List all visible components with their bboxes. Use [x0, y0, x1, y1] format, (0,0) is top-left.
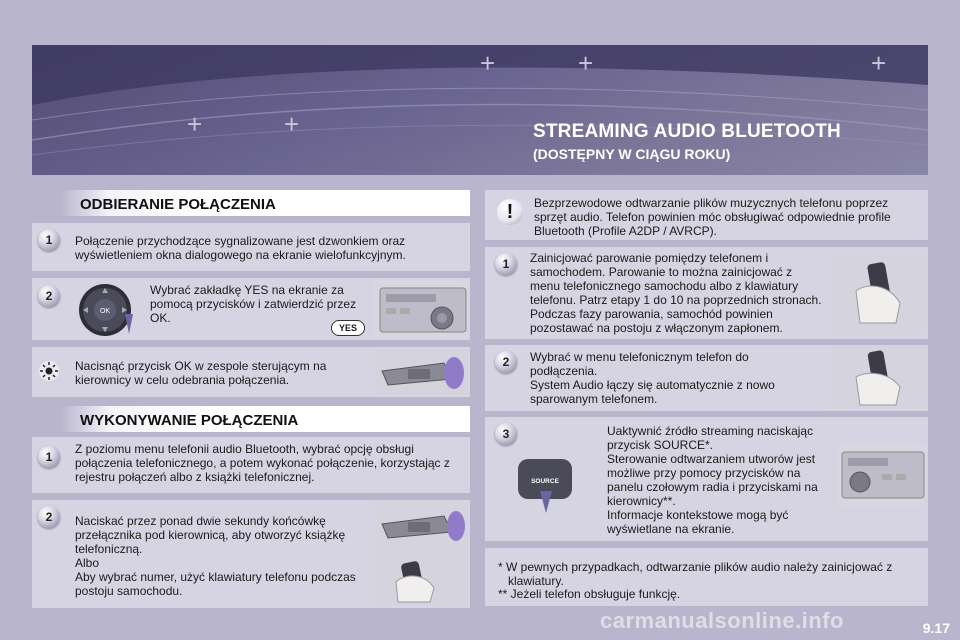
- source-button-icon: [512, 455, 578, 513]
- yes-button: YES: [331, 320, 365, 336]
- step-badge: 2: [38, 285, 60, 307]
- stalk-and-phone-image: [374, 502, 468, 606]
- receive-step-2-text: Wybrać zakładkę YES na ekranie za pomocą przycisków i zatwierdzić przez OK.: [150, 283, 357, 325]
- footnote-2: ** Jeżeli telefon obsługuje funkcję.: [498, 587, 681, 601]
- phone-in-hand-image: [830, 251, 926, 335]
- receive-step-1-text: Połączenie przychodzące sygnalizowane jest dzwonkiem oraz wyświetleniem okna dialogowego na ekranie wielofunkcyjnym.: [75, 234, 406, 262]
- step-badge: 2: [495, 351, 517, 373]
- plus-decoration-icon: +: [284, 109, 300, 139]
- step-badge: 1: [495, 253, 517, 275]
- watermark: carmanualsonline.info: [600, 608, 844, 633]
- section-title-call: WYKONYWANIE POŁĄCZENIA: [80, 412, 299, 429]
- page-subtitle: (DOSTĘPNY W CIĄGU ROKU): [533, 146, 731, 162]
- phone-in-hand-image-2: [830, 347, 926, 409]
- step-badge: 1: [38, 446, 60, 468]
- plus-decoration-icon: +: [480, 48, 496, 78]
- steering-stalk-image: [374, 349, 468, 395]
- sun-tip-icon: [38, 360, 60, 382]
- call-step-1-text: Z poziomu menu telefonii audio Bluetooth, wybrać opcję obsługi połączenia telefonicznego, a potem wykonać połączenie, korzystając z rejestru połączeń albo z książki telefonicznej.: [75, 442, 450, 484]
- footnote-1: * W pewnych przypadkach, odtwarzanie plików audio należy zainicjować z klawiatury.: [498, 560, 893, 588]
- radio-panel-image: [374, 280, 468, 338]
- stream-step-2-text: Wybrać w menu telefonicznym telefon do podłączenia. System Audio łączy się automatycznie z nowo sparowanym telefonem.: [530, 350, 775, 406]
- step-badge: 2: [38, 506, 60, 528]
- notice-text: Bezprzewodowe odtwarzanie plików muzycznych telefonu poprzez sprzęt audio. Telefon powinien móc obsługiwać odpowiednie profile Bluetooth (Profile A2DP / AVRCP).: [534, 196, 891, 238]
- header-banner: [32, 45, 928, 175]
- exclamation-icon: !: [497, 199, 523, 225]
- radio-front-panel-image: [838, 444, 926, 506]
- stream-step-3-text: Uaktywnić źródło streaming naciskając przycisk SOURCE*. Sterowanie odtwarzaniem utworów jest możliwe przy pomocy przycisków na panelu czołowym radia i przyciskami na kierownicy**. Informacje kontekstowe mogą być wyświetlane na ekranie.: [607, 424, 818, 536]
- source-label: SOURCE: [531, 478, 559, 485]
- ok-joystick-icon: [75, 282, 143, 338]
- plus-decoration-icon: +: [578, 48, 594, 78]
- plus-decoration-icon: +: [187, 109, 203, 139]
- stream-step-1-text: Zainicjować parowanie pomiędzy telefonem i samochodem. Parowanie to można zainicjować z menu telefonicznego samochodu albo z klawiatury telefonu. Patrz etapy 1 do 10 na poprzednich stronach. Podczas fazy parowania, samochód powinien pozostawać na postoju z włączonym zapłonem.: [530, 251, 822, 335]
- section-title-receive: ODBIERANIE POŁĄCZENIA: [80, 196, 276, 213]
- call-step-2-text: Naciskać przez ponad dwie sekundy końcówkę przełącznika pod kierownicą, aby otworzyć książkę telefoniczną. Albo Aby wybrać numer, użyć klawiatury telefonu podczas postoju samochodu.: [75, 514, 356, 598]
- step-badge: 1: [38, 229, 60, 251]
- ok-label: OK: [99, 308, 111, 315]
- page-number: 9.17: [922, 620, 950, 636]
- step-badge: 3: [495, 423, 517, 445]
- receive-tip-text: Nacisnąć przycisk OK w zespole sterującym na kierownicy w celu odebrania połączenia.: [75, 359, 327, 387]
- plus-decoration-icon: +: [871, 48, 887, 78]
- page-title: STREAMING AUDIO BLUETOOTH: [533, 121, 841, 142]
